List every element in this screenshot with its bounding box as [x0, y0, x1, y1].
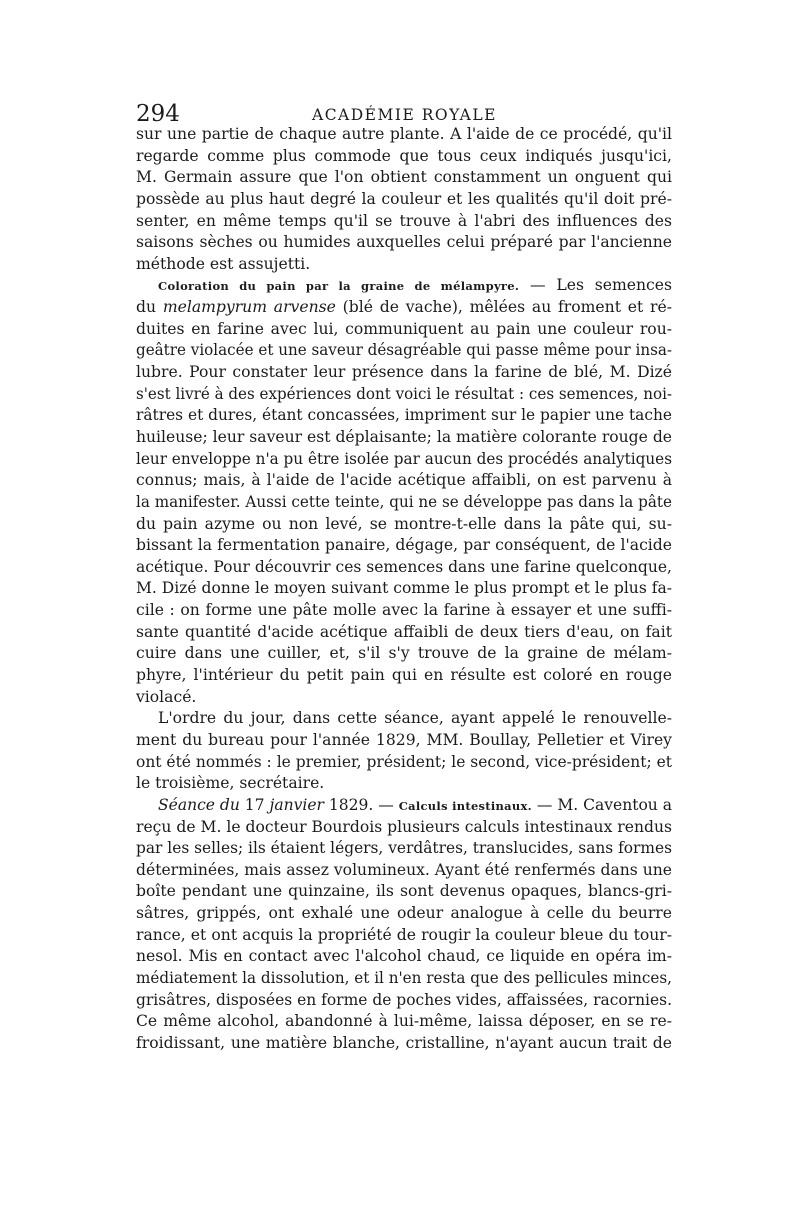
text-line: râtres et dures, étant concassées, impriment sur le papier une tache [136, 406, 672, 425]
text-line: du pain azyme ou non levé, se montre-t-elle dans la pâte qui, su- [136, 514, 672, 533]
text-line: médiatement la dissolution, et il n'en resta que des pellicules minces, [136, 968, 672, 987]
text-line: ment du bureau pour l'année 1829, MM. Boullay, Pelletier et Virey [136, 730, 672, 749]
section-title-smallcaps: Coloration du pain par la graine de mélampyre. [158, 279, 520, 294]
section-title-smallcaps: Calculs intestinaux. [398, 798, 532, 813]
seance-heading-line: Séance du 17 janvier 1829. — Calculs intestinaux. — M. Caventou a [158, 795, 672, 814]
text-line: violacé. [136, 687, 197, 706]
text-line: connus; mais, à l'aide de l'acide acétique affaibli, on est parvenu à [136, 471, 672, 490]
text-line: reçu de M. le docteur Bourdois plusieurs calculs intestinaux rendus [136, 817, 672, 836]
text-line: geâtre violacée et une saveur désagréable qui passe même pour insa- [136, 341, 672, 360]
text-line: M. Germain assure que l'on obtient constamment un onguent qui [136, 168, 672, 187]
seance-label: Séance du [158, 795, 240, 814]
text-line: méthode est assujetti. [136, 254, 311, 273]
text-line: leur enveloppe n'a pu être isolée par aucun des procédés analytiques [136, 449, 672, 468]
text-line: saisons sèches ou humides auxquelles celui préparé par l'ancienne [136, 233, 672, 252]
text-line: ont été nommés : le premier, président; le second, vice-président; et [136, 752, 672, 771]
text-line: acétique. Pour découvrir ces semences dans une farine quelconque, [136, 557, 672, 576]
text-line: lubre. Pour constater leur présence dans la farine de blé, M. Dizé [136, 363, 672, 382]
text-line: nesol. Mis en contact avec l'alcohol chaud, ce liquide en opéra im- [136, 947, 672, 966]
text-line: la manifester. Aussi cette teinte, qui ne se développe pas dans la pâte [136, 492, 672, 511]
text-line: duites en farine avec lui, communiquent au pain une couleur rou- [136, 319, 672, 338]
text-line: déterminées, mais assez volumineux. Ayant été renfermés dans une [136, 860, 672, 879]
text-line: M. Dizé donne le moyen suivant comme le plus prompt et le plus fa- [136, 579, 672, 598]
running-head: ACADÉMIE ROYALE [312, 106, 497, 124]
text-line: sâtres, grippés, ont exhalé une odeur analogue à celle du beurre [136, 904, 672, 923]
text-line: du melampyrum arvense (blé de vache), mêlées au froment et ré- [136, 298, 672, 317]
text-line: huileuse; leur saveur est déplaisante; la matière colorante rouge de [136, 427, 672, 446]
latin-name: melampyrum arvense [162, 298, 336, 317]
text-line: boîte pendant une quinzaine, ils sont devenus opaques, blancs-gri- [136, 882, 672, 901]
text-line: Ce même alcohol, abandonné à lui-même, laissa déposer, en se re- [136, 1012, 672, 1031]
text-line: froidissant, une matière blanche, cristalline, n'ayant aucun trait de [136, 1033, 672, 1052]
page-number: 294 [136, 101, 180, 127]
text-line: cile : on forme une pâte molle avec la farine à essayer et une suffi- [136, 601, 672, 620]
text-line: le troisième, secrétaire. [136, 774, 325, 793]
text-line: senter, en même temps qu'il se trouve à l'abri des influences des [136, 211, 672, 230]
text-line: phyre, l'intérieur du petit pain qui en résulte est coloré en rouge [136, 666, 672, 685]
text-line: regarde comme plus commode que tous ceux indiqués jusqu'ici, [136, 146, 672, 165]
body-text [136, 124, 672, 1055]
text-line: par les selles; ils étaient légers, verdâtres, translucides, sans formes [136, 839, 672, 858]
text-line: cuire dans une cuiller, et, s'il s'y trouve de la graine de mélam- [136, 644, 672, 663]
text-line: rance, et ont acquis la propriété de rougir la couleur bleue du tour- [136, 925, 672, 944]
text-line: s'est livré à des expériences dont voici le résultat : ces semences, noi- [136, 384, 672, 403]
text-line: grisâtres, disposées en forme de poches vides, affaissées, racornies. [136, 990, 672, 1009]
text-line: sante quantité d'acide acétique affaibli de deux tiers d'eau, on fait [136, 622, 672, 641]
section-heading-line: Coloration du pain par la graine de mélampyre. — Les semences [158, 276, 672, 295]
text-line: L'ordre du jour, dans cette séance, ayant appelé le renouvelle- [158, 709, 672, 728]
text-line: bissant la fermentation panaire, dégage, par conséquent, de l'acide [136, 536, 672, 555]
text-line: sur une partie de chaque autre plante. A l'aide de ce procédé, qu'il [136, 125, 672, 143]
text-line: possède au plus haut degré la couleur et les qualités qu'il doit pré- [136, 189, 672, 208]
